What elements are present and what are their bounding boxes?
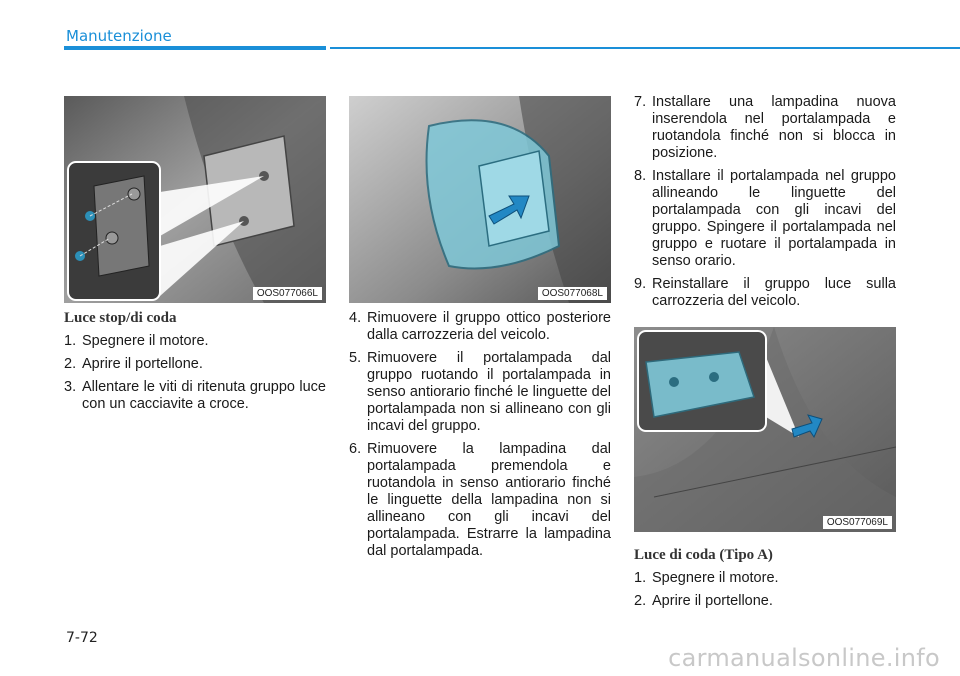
step-number: 5. xyxy=(349,350,362,366)
section-title: Manutenzione xyxy=(66,27,172,45)
steps-list xyxy=(64,333,326,413)
list-item xyxy=(634,168,896,270)
step-text: Rimuovere la lampadina dal portalampada premendola e ruotandola in senso antiorario finché le linguette della lampadina non si allineano con gli incavi del portalampada. Estrarre la lampadina dal portalampada. xyxy=(367,441,611,559)
step-number: 9. xyxy=(634,276,647,292)
list-item xyxy=(634,276,896,310)
figure-code: OOS077069L xyxy=(823,516,892,529)
step-text: Aprire il portellone. xyxy=(652,593,773,609)
list-item xyxy=(634,593,896,610)
steps-list xyxy=(634,94,896,310)
list-item xyxy=(634,94,896,162)
header-rule-thick xyxy=(64,46,326,50)
step-number: 7. xyxy=(634,94,647,110)
steps-list xyxy=(349,310,611,560)
step-number: 8. xyxy=(634,168,647,184)
column-3-bottom xyxy=(634,547,896,616)
step-text: Reinstallare il gruppo luce sulla carrozzeria del veicolo. xyxy=(652,276,896,309)
step-number: 2. xyxy=(634,593,647,609)
step-number: 3. xyxy=(64,379,77,395)
list-item xyxy=(349,350,611,435)
header-rule-thin xyxy=(330,47,960,49)
step-number: 6. xyxy=(349,441,362,457)
figure-taillight-screws xyxy=(64,96,326,303)
taillight-screws-illustration xyxy=(64,96,326,303)
figure-code: OOS077066L xyxy=(253,287,322,300)
step-number: 1. xyxy=(634,570,647,586)
step-number: 2. xyxy=(64,356,77,372)
step-text: Rimuovere il gruppo ottico posteriore dalla carrozzeria del veicolo. xyxy=(367,310,611,343)
step-text: Allentare le viti di ritenuta gruppo luce con un cacciavite a croce. xyxy=(82,379,326,412)
steps-list xyxy=(634,570,896,610)
page-number: 7-72 xyxy=(66,630,98,646)
list-item xyxy=(64,356,326,373)
step-text: Rimuovere il portalampada dal gruppo ruotando il portalampada in senso antiorario finché le linguette del portalampada non si allineano con gli incavi del gruppo. xyxy=(367,350,611,434)
figure-code: OOS077068L xyxy=(538,287,607,300)
tail-lamp-type-a-illustration xyxy=(634,327,896,532)
step-text: Installare una lampadina nuova inserendola nel portalampada e ruotandola finché non si blocca in posizione. xyxy=(652,94,896,161)
step-text: Aprire il portellone. xyxy=(82,356,203,372)
step-text: Installare il portalampada nel gruppo allineando le linguette del portalampada con gli incavi del gruppo. Spingere il portalampada nel gruppo e ruotare il portalampada in senso orario. xyxy=(652,168,896,269)
step-number: 4. xyxy=(349,310,362,326)
list-item xyxy=(349,310,611,344)
watermark: carmanualsonline.info xyxy=(668,644,940,672)
section-heading: Luce stop/di coda xyxy=(64,310,177,326)
list-item xyxy=(64,379,326,413)
step-text: Spegnere il motore. xyxy=(82,333,209,349)
section-heading: Luce di coda (Tipo A) xyxy=(634,547,773,563)
step-number: 1. xyxy=(64,333,77,349)
list-item xyxy=(64,333,326,350)
figure-lamp-assembly-removal xyxy=(349,96,611,303)
lamp-assembly-illustration xyxy=(349,96,611,303)
figure-tail-lamp-type-a xyxy=(634,327,896,532)
step-text: Spegnere il motore. xyxy=(652,570,779,586)
list-item xyxy=(634,570,896,587)
column-2 xyxy=(349,310,611,566)
column-3-top xyxy=(634,94,896,316)
column-1 xyxy=(64,310,326,419)
list-item xyxy=(349,441,611,560)
